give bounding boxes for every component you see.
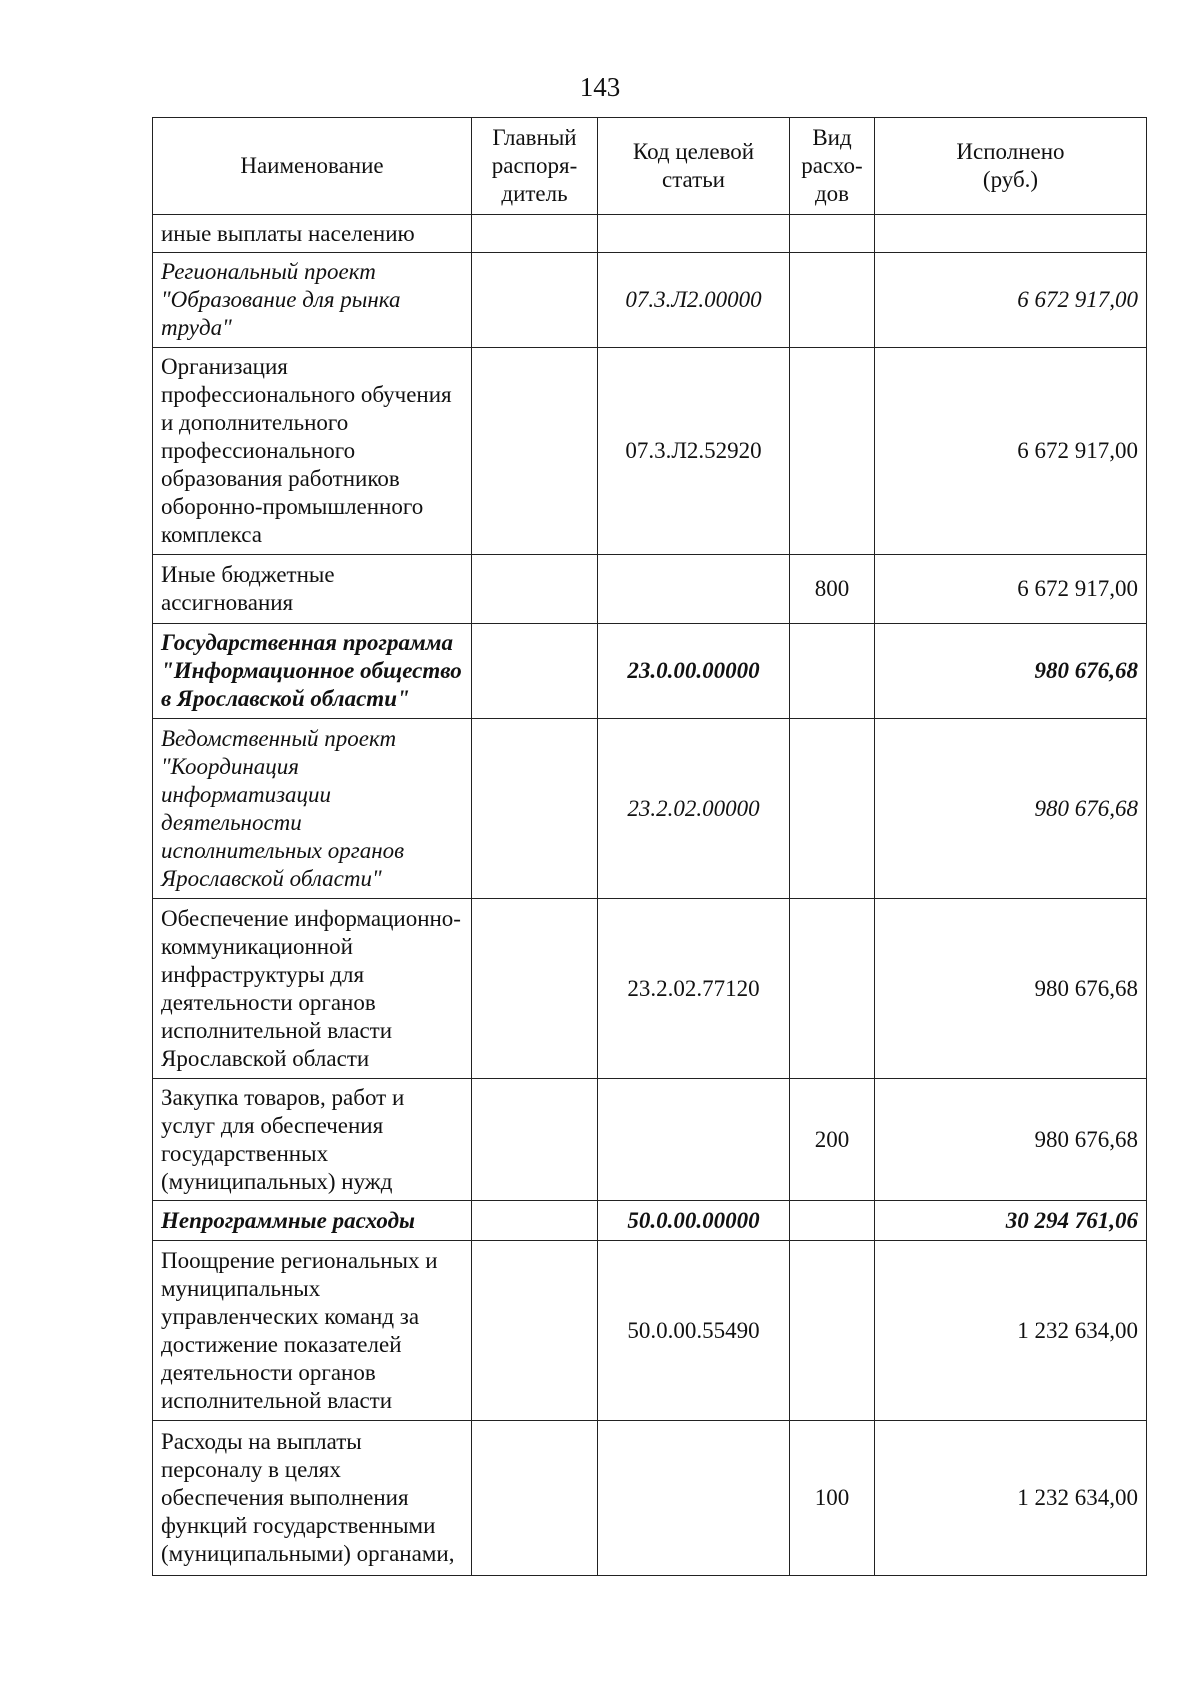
row-amount: 980 676,68	[875, 899, 1147, 1079]
table-row	[153, 1241, 1147, 1421]
row-manager	[472, 1421, 598, 1576]
row-manager	[472, 555, 598, 624]
row-code: 07.3.Л2.52920	[598, 348, 790, 555]
header-name: Наименование	[153, 118, 472, 215]
row-name: Организация профессионального обучения и дополнительного профессионального образования работников оборонно-промышленного комплекса	[153, 348, 472, 555]
table-row	[153, 348, 1147, 555]
table-row	[153, 624, 1147, 719]
row-type: 200	[790, 1079, 875, 1201]
table-row	[153, 719, 1147, 899]
row-manager	[472, 899, 598, 1079]
row-type	[790, 624, 875, 719]
row-manager	[472, 624, 598, 719]
row-name: Обеспечение информационно-коммуникационной инфраструктуры для деятельности органов исполнительной власти Ярославской области	[153, 899, 472, 1079]
row-manager	[472, 348, 598, 555]
row-amount	[875, 215, 1147, 253]
row-type	[790, 215, 875, 253]
row-amount: 980 676,68	[875, 624, 1147, 719]
row-code: 50.0.00.00000	[598, 1201, 790, 1241]
row-name: Региональный проект "Образование для рынка труда"	[153, 253, 472, 348]
row-type	[790, 1241, 875, 1421]
row-code	[598, 215, 790, 253]
row-type	[790, 348, 875, 555]
row-code: 23.0.00.00000	[598, 624, 790, 719]
row-name: иные выплаты населению	[153, 215, 472, 253]
header-target-code: Код целевой статьи	[598, 118, 790, 215]
header-main-manager: Главный распоря- дитель	[472, 118, 598, 215]
row-name: Государственная программа "Информационное общество в Ярославской области"	[153, 624, 472, 719]
table-row	[153, 1079, 1147, 1201]
row-type: 800	[790, 555, 875, 624]
table-row	[153, 555, 1147, 624]
row-type	[790, 1201, 875, 1241]
row-amount: 6 672 917,00	[875, 348, 1147, 555]
row-name: Поощрение региональных и муниципальных управленческих команд за достижение показателей деятельности органов исполнительной власти	[153, 1241, 472, 1421]
row-amount: 6 672 917,00	[875, 555, 1147, 624]
row-manager	[472, 253, 598, 348]
expenditure-table	[152, 117, 1147, 1576]
row-manager	[472, 1241, 598, 1421]
row-code	[598, 555, 790, 624]
row-type	[790, 719, 875, 899]
row-name: Расходы на выплаты персоналу в целях обеспечения выполнения функций государственными (муниципальными) органами,	[153, 1421, 472, 1576]
row-amount: 6 672 917,00	[875, 253, 1147, 348]
header-executed: Исполнено (руб.)	[875, 118, 1147, 215]
row-amount: 30 294 761,06	[875, 1201, 1147, 1241]
row-type	[790, 899, 875, 1079]
row-name: Закупка товаров, работ и услуг для обеспечения государственных (муниципальных) нужд	[153, 1079, 472, 1201]
row-manager	[472, 215, 598, 253]
table-row	[153, 253, 1147, 348]
row-code: 23.2.02.00000	[598, 719, 790, 899]
row-code	[598, 1421, 790, 1576]
table-row	[153, 1201, 1147, 1241]
row-code: 07.3.Л2.00000	[598, 253, 790, 348]
page-number: 143	[579, 72, 621, 102]
table-row	[153, 899, 1147, 1079]
table-header-row	[153, 118, 1147, 215]
row-name: Непрограммные расходы	[153, 1201, 472, 1241]
table-row	[153, 1421, 1147, 1576]
row-code: 50.0.00.55490	[598, 1241, 790, 1421]
row-manager	[472, 1201, 598, 1241]
row-type	[790, 253, 875, 348]
row-amount: 980 676,68	[875, 719, 1147, 899]
row-name: Ведомственный проект "Координация информатизации деятельности исполнительных органов Ярославской области"	[153, 719, 472, 899]
row-amount: 1 232 634,00	[875, 1241, 1147, 1421]
row-name: Иные бюджетные ассигнования	[153, 555, 472, 624]
row-manager	[472, 1079, 598, 1201]
row-type: 100	[790, 1421, 875, 1576]
row-code: 23.2.02.77120	[598, 899, 790, 1079]
header-expense-type: Вид расхо- дов	[790, 118, 875, 215]
row-amount: 980 676,68	[875, 1079, 1147, 1201]
row-manager	[472, 719, 598, 899]
row-amount: 1 232 634,00	[875, 1421, 1147, 1576]
row-code	[598, 1079, 790, 1201]
table-row	[153, 215, 1147, 253]
